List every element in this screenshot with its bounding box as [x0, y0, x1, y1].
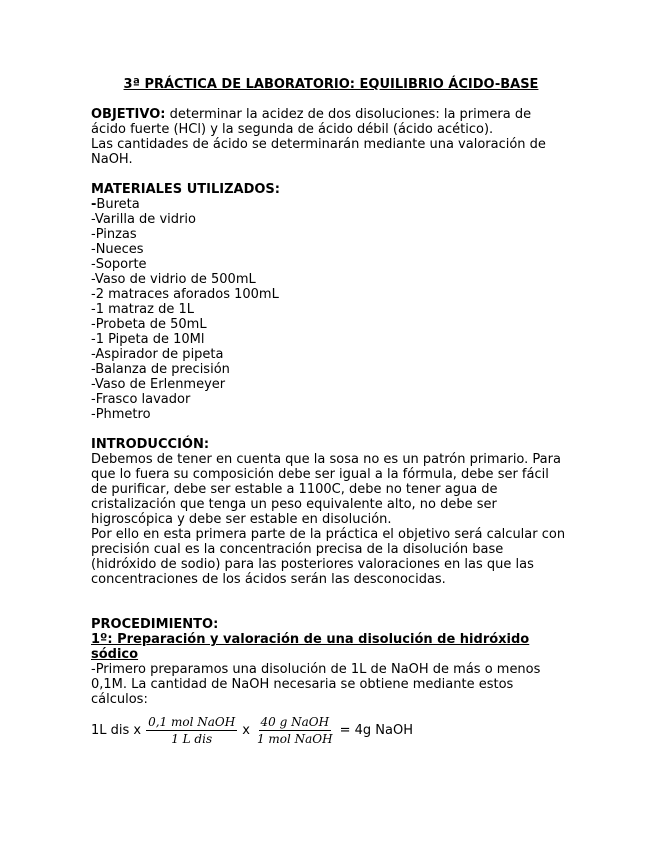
- introduccion-line: higroscópica y debe ser estable en disolución.: [91, 512, 392, 527]
- equation: [91, 715, 571, 746]
- material-item: -Probeta de 50mL: [91, 317, 207, 332]
- procedimiento-subheading-line-2: sódico: [91, 647, 139, 662]
- material-dash: -: [91, 197, 97, 212]
- introduccion-line: precisión cual es la concentración precisa de la disolución base: [91, 542, 504, 557]
- material-item: -1 Pipeta de 10Ml: [91, 332, 205, 347]
- fraction-2-numerator: 40 g NaOH: [260, 715, 330, 729]
- objetivo-line-3: Las cantidades de ácido se determinarán mediante una valoración de: [91, 137, 546, 152]
- fraction-2: [255, 715, 335, 746]
- equation-times: x: [242, 723, 250, 738]
- material-item: -Nueces: [91, 242, 144, 257]
- procedimiento-line: -Primero preparamos una disolución de 1L de NaOH de más o menos: [91, 662, 541, 677]
- spacer: [91, 167, 571, 182]
- introduccion-heading: INTRODUCCIÓN:: [91, 437, 210, 452]
- fraction-1-numerator: 0,1 mol NaOH: [148, 715, 236, 729]
- equation-result: = 4g NaOH: [339, 723, 413, 738]
- objetivo-section: [91, 107, 571, 167]
- procedimiento-heading: PROCEDIMIENTO:: [91, 617, 219, 632]
- material-item: -Balanza de precisión: [91, 362, 230, 377]
- materiales-heading: MATERIALES UTILIZADOS:: [91, 182, 280, 197]
- material-item: -Phmetro: [91, 407, 151, 422]
- material-item: -Varilla de vidrio: [91, 212, 196, 227]
- introduccion-line: que lo fuera su composición debe ser igual a la fórmula, debe ser fácil: [91, 467, 549, 482]
- introduccion-line: cristalización que tenga un peso equivalente alto, no debe ser: [91, 497, 497, 512]
- material-item: -Vaso de vidrio de 500mL: [91, 272, 256, 287]
- procedimiento-line: cálculos:: [91, 692, 148, 707]
- material-item: -1 matraz de 1L: [91, 302, 194, 317]
- objetivo-line-1: [91, 107, 571, 122]
- spacer: [91, 587, 571, 602]
- fraction-2-denominator: 1 mol NaOH: [256, 732, 333, 746]
- introduccion-line: (hidróxido de sodio) para las posteriores valoraciones en las que las: [91, 557, 534, 572]
- material-item: -Frasco lavador: [91, 392, 191, 407]
- objetivo-label: OBJETIVO:: [91, 107, 166, 122]
- fraction-1: [146, 715, 237, 746]
- document-page: [91, 77, 571, 746]
- material-item: -Aspirador de pipeta: [91, 347, 224, 362]
- procedimiento-subheading-line-1: 1º: Preparación y valoración de una disolución de hidróxido: [91, 632, 530, 647]
- objetivo-text-1: determinar la acidez de dos disoluciones: la primera de: [165, 107, 532, 122]
- material-item: -Pinzas: [91, 227, 137, 242]
- material-item: -2 matraces aforados 100mL: [91, 287, 279, 302]
- equation-prefix: 1L dis x: [91, 723, 142, 738]
- page-title: 3ª PRÁCTICA DE LABORATORIO: EQUILIBRIO ÁCIDO-BASE: [123, 77, 539, 92]
- introduccion-line: de purificar, debe ser estable a 1100C, debe no tener agua de: [91, 482, 498, 497]
- spacer: [91, 602, 571, 617]
- material-item: -Soporte: [91, 257, 147, 272]
- material-item: -Vaso de Erlenmeyer: [91, 377, 226, 392]
- introduccion-line: concentraciones de los ácidos serán las desconocidas.: [91, 572, 446, 587]
- introduccion-line: Debemos de tener en cuenta que la sosa no es un patrón primario. Para: [91, 452, 561, 467]
- materiales-section: [91, 182, 571, 422]
- procedimiento-section: [91, 617, 571, 707]
- objetivo-line-4: NaOH.: [91, 152, 133, 167]
- fraction-1-denominator: 1 L dis: [171, 732, 213, 746]
- procedimiento-line: 0,1M. La cantidad de NaOH necesaria se obtiene mediante estos: [91, 677, 514, 692]
- objetivo-line-2: ácido fuerte (HCl) y la segunda de ácido débil (ácido acético).: [91, 122, 494, 137]
- introduccion-section: [91, 437, 571, 587]
- spacer: [91, 422, 571, 437]
- material-item: [91, 197, 571, 212]
- material-item-text: Bureta: [96, 197, 140, 212]
- introduccion-line: Por ello en esta primera parte de la práctica el objetivo será calcular con: [91, 527, 566, 542]
- materiales-list: [91, 197, 571, 422]
